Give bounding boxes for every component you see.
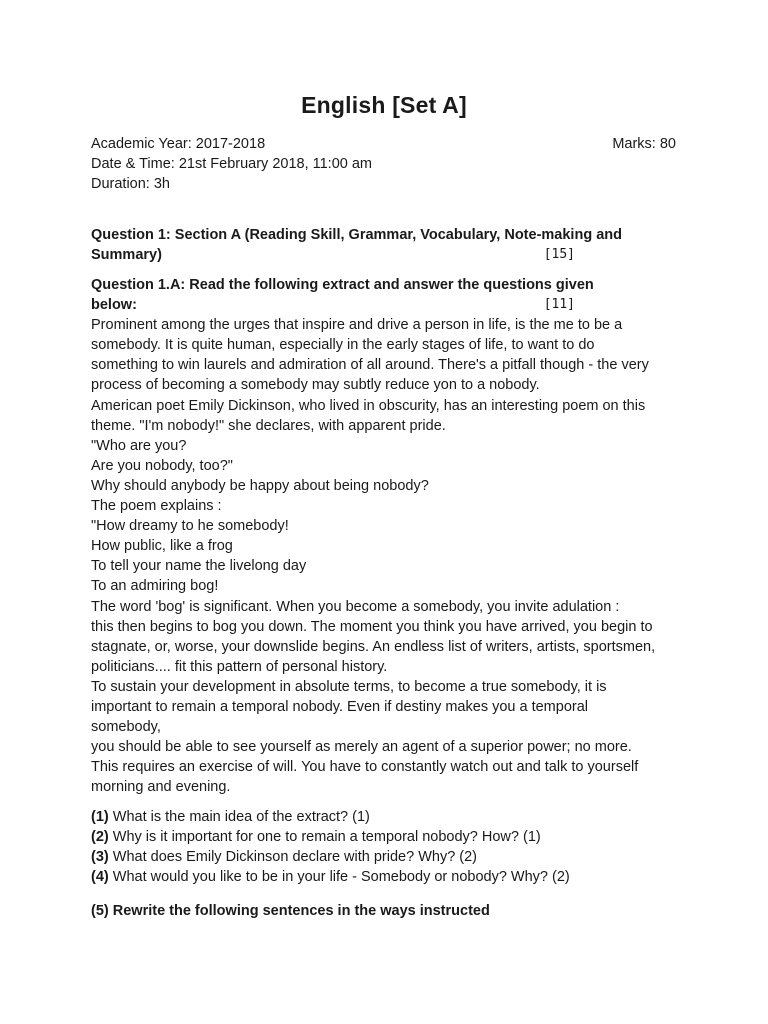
q1-heading-line1: Question 1: Section A (Reading Skill, Grammar, Vocabulary, Note-making and xyxy=(91,227,622,243)
passage-line: "How dreamy to he somebody! xyxy=(91,518,289,535)
passage-line: politicians.... fit this pattern of personal history. xyxy=(91,658,388,675)
passage-line: something to win laurels and admiration of all around. There's a pitfall though - the very xyxy=(91,357,649,374)
passage-line: To an admiring bog! xyxy=(91,578,219,595)
passage-line: American poet Emily Dickinson, who lived in obscurity, has an interesting poem on this xyxy=(91,397,646,414)
passage-line: How public, like a frog xyxy=(91,538,233,555)
passage-line: The poem explains : xyxy=(91,498,222,515)
passage-line: this then begins to bog you down. The moment you think you have arrived, you begin to xyxy=(91,618,653,635)
q1-marks: [15] xyxy=(543,247,575,263)
page-title: English [Set A] xyxy=(301,92,467,118)
q1a-marks: [11] xyxy=(543,297,575,313)
passage-line: stagnate, or, worse, your downslide begins. An endless list of writers, artists, sportsmen, xyxy=(91,638,656,655)
passage-line: morning and evening. xyxy=(91,779,231,796)
passage-line: To sustain your development in absolute terms, to become a true somebody, it is xyxy=(91,678,607,695)
question-list xyxy=(91,807,681,887)
question-number: (4) xyxy=(91,869,109,886)
q1a-heading-line2: below: xyxy=(91,297,137,314)
passage-line: Why should anybody be happy about being nobody? xyxy=(91,477,429,494)
q1a-heading-line1: Question 1.A: Read the following extract and answer the questions given xyxy=(91,277,594,293)
passage-line: theme. "I'm nobody!" she declares, with apparent pride. xyxy=(91,417,446,434)
total-marks: Marks: 80 xyxy=(612,136,676,152)
question-item xyxy=(91,827,681,847)
q5-heading: (5) Rewrite the following sentences in the ways instructed xyxy=(91,903,490,919)
passage-line: This requires an exercise of will. You have to constantly watch out and talk to yourself xyxy=(91,759,639,776)
question-text: What would you like to be in your life - Somebody or nobody? Why? (2) xyxy=(112,869,570,886)
question-5 xyxy=(91,901,681,921)
question-text: What is the main idea of the extract? (1) xyxy=(112,809,370,825)
passage-line: somebody, xyxy=(91,719,161,736)
question-text: What does Emily Dickinson declare with pride? Why? (2) xyxy=(112,849,478,866)
question-item xyxy=(91,847,681,867)
question-item xyxy=(91,807,681,827)
question-text: Why is it important for one to remain a temporal nobody? How? (1) xyxy=(112,829,541,846)
passage-line: To tell your name the livelong day xyxy=(91,558,307,575)
passage-line: "Who are you? xyxy=(91,437,187,454)
passage-line: Are you nobody, too?" xyxy=(91,457,233,474)
passage-line: Prominent among the urges that inspire and drive a person in life, is the me to be a xyxy=(91,317,623,334)
exam-meta xyxy=(91,134,372,194)
question-number: (2) xyxy=(91,829,109,846)
duration: Duration: 3h xyxy=(91,176,170,192)
q1-heading-line2: Summary) xyxy=(91,247,162,264)
question-1-heading xyxy=(91,225,681,265)
passage-line: important to remain a temporal nobody. Even if destiny makes you a temporal xyxy=(91,698,589,715)
question-item xyxy=(91,867,681,887)
question-number: (1) xyxy=(91,809,109,825)
passage-line: you should be able to see yourself as merely an agent of a superior power; no more. xyxy=(91,739,632,756)
passage-line: somebody. It is quite human, especially in the early stages of life, to want to do xyxy=(91,337,595,354)
passage-line: The word 'bog' is significant. When you become a somebody, you invite adulation : xyxy=(91,598,620,615)
date-time: Date & Time: 21st February 2018, 11:00 am xyxy=(91,156,373,172)
question-1a xyxy=(91,275,681,797)
academic-year: Academic Year: 2017-2018 xyxy=(91,136,266,152)
question-number: (3) xyxy=(91,849,109,866)
passage-line: process of becoming a somebody may subtly reduce yon to a nobody. xyxy=(91,377,540,394)
passage xyxy=(91,315,681,797)
